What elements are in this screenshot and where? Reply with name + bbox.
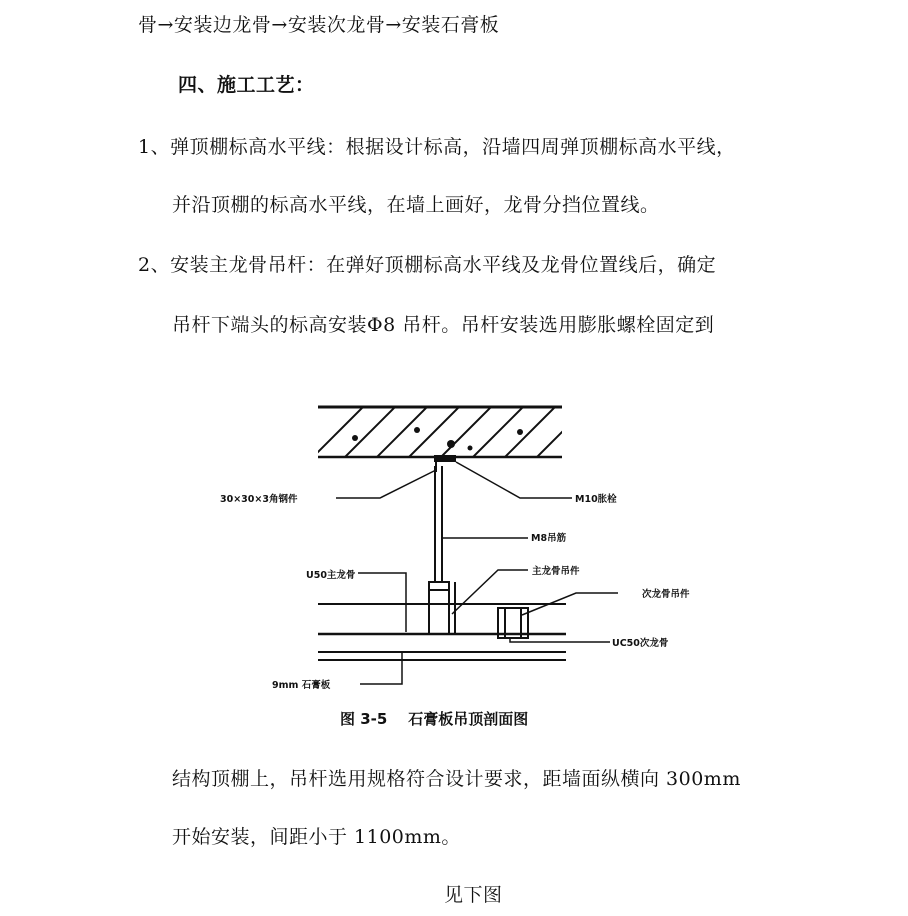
label-u50-main: U50主龙骨 [306,570,356,581]
label-m10-anchor: M10胀栓 [575,494,617,505]
m8-hanger-rod [435,466,442,582]
para-line-1: 结构顶棚上，吊杆选用规格符合设计要求，距墙面纵横向 300mm [172,768,741,790]
section-heading: 四、施工工艺： [178,74,315,96]
label-angle-steel: 30×30×3角钢件 [220,494,298,505]
text-line-top: 骨→安装边龙骨→安装次龙骨→安装石膏板 [138,14,500,36]
para-line-2: 开始安装，间距小于 1100mm。 [172,826,461,848]
item-2-line-2: 吊杆下端头的标高安装Φ8 吊杆。吊杆安装选用膨胀螺栓固定到 [172,314,715,336]
anchor-assembly [434,440,456,472]
figure-caption: 图 3-5 石膏板吊顶剖面图 [340,710,529,728]
label-m8-rod: M8吊筋 [531,533,567,544]
main-channel [429,582,455,634]
item-1-line-2: 并沿顶棚的标高水平线，在墙上画好，龙骨分挡位置线。 [172,194,660,216]
label-secondary-hanger: 次龙骨吊件 [642,589,690,600]
item-2-line-1: 2、安装主龙骨吊杆：在弹好顶棚标高水平线及龙骨位置线后，确定 [138,254,717,276]
label-main-hanger: 主龙骨吊件 [532,566,580,577]
see-below-text: 见下图 [444,884,503,906]
item-1-line-1: 1、弹顶棚标高水平线：根据设计标高，沿墙四周弹顶棚标高水平线， [138,136,736,158]
label-uc50-secondary: UC50次龙骨 [612,638,669,649]
label-gypsum-board: 9mm 石膏板 [272,680,331,691]
